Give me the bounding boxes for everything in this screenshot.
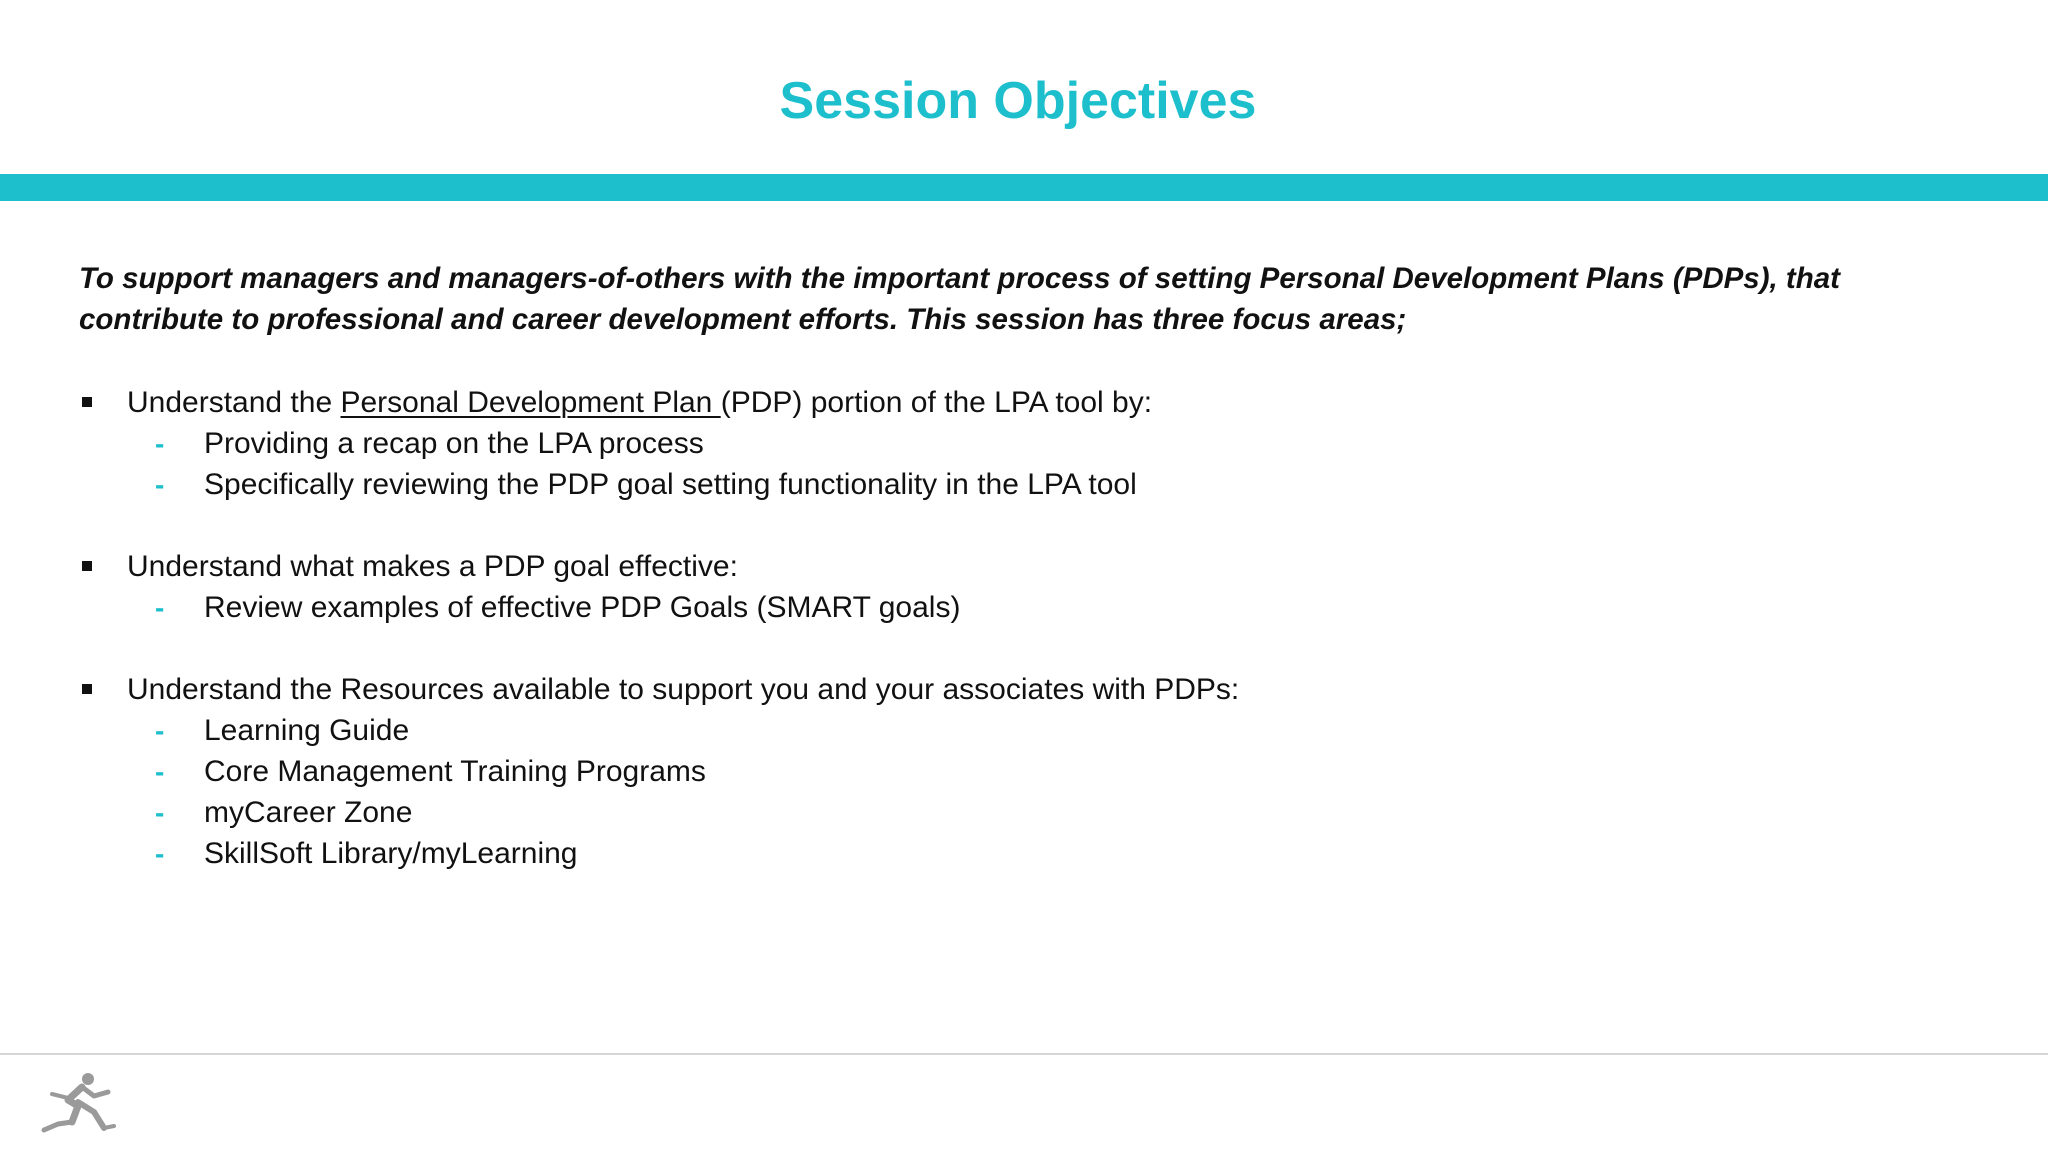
sub-item-text: SkillSoft Library/myLearning (204, 837, 578, 870)
objective-text (79, 546, 1979, 587)
objective-prefix: Understand the (127, 386, 341, 419)
sub-item (79, 792, 1979, 833)
sub-item (79, 710, 1979, 751)
sub-item (79, 833, 1979, 874)
dash-bullet-icon: - (155, 592, 165, 623)
sub-item-text: myCareer Zone (204, 796, 413, 829)
sub-item (79, 423, 1979, 464)
dash-bullet-icon: - (155, 715, 165, 746)
objective-item (79, 382, 1979, 505)
accent-bar (0, 174, 2048, 201)
sub-item-text: Learning Guide (204, 714, 410, 747)
square-bullet-icon (82, 397, 92, 407)
sub-list (79, 587, 1979, 628)
running-figure-logo-icon (38, 1072, 118, 1134)
objectives-list (79, 382, 1979, 915)
objective-item (79, 669, 1979, 874)
objective-text-label: Understand what makes a PDP goal effective: (127, 550, 738, 583)
sub-list (79, 710, 1979, 874)
footer-divider (0, 1053, 2048, 1055)
objective-text-label: Understand the Resources available to support you and your associates with PDPs: (127, 673, 1240, 706)
slide-title: Session Objectives (779, 72, 1257, 130)
sub-item-text: Review examples of effective PDP Goals (SMART goals) (204, 591, 961, 624)
sub-item-text: Providing a recap on the LPA process (204, 427, 704, 460)
objective-item (79, 546, 1979, 628)
objective-text (79, 382, 1979, 423)
dash-bullet-icon: - (155, 428, 165, 459)
objective-suffix: (PDP) portion of the LPA tool by: (720, 386, 1153, 419)
sub-item-text: Core Management Training Programs (204, 755, 706, 788)
sub-item (79, 587, 1979, 628)
sub-list (79, 423, 1979, 505)
square-bullet-icon (82, 684, 92, 694)
sub-item (79, 751, 1979, 792)
pdp-underlined-term: Personal Development Plan (340, 386, 721, 419)
dash-bullet-icon: - (155, 797, 165, 828)
dash-bullet-icon: - (155, 469, 165, 500)
dash-bullet-icon: - (155, 838, 165, 869)
dash-bullet-icon: - (155, 756, 165, 787)
sub-item (79, 464, 1979, 505)
intro-paragraph: To support managers and managers-of-others with the important process of setting Personal Development Plans (PDPs), that contribute to professional and career development efforts. This session has three focus areas; (79, 262, 1840, 336)
sub-item-text: Specifically reviewing the PDP goal setting functionality in the LPA tool (204, 468, 1137, 501)
objective-text (79, 669, 1979, 710)
square-bullet-icon (82, 561, 92, 571)
